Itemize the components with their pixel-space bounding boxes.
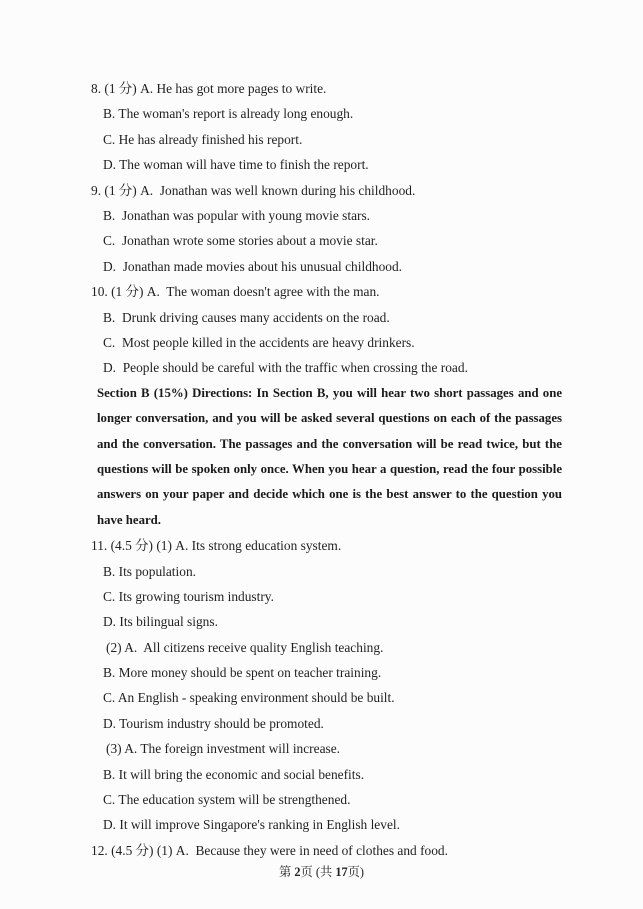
total-page-number: 17: [335, 865, 348, 880]
question-8-line: 8. (1 分) A. He has got more pages to write.: [91, 81, 327, 96]
question-9-line: 9. (1 分) A. Jonathan was well known during his childhood.: [91, 182, 416, 198]
option-line-10d: D. People should be careful with the traffic when crossing the road.: [103, 360, 468, 376]
option-line-11-1b: B. Its population.: [103, 563, 196, 579]
sub-question-11-2: (2) A. All citizens receive quality English teaching.: [106, 639, 384, 655]
option-line-9c: C. Jonathan wrote some stories about a movie star.: [103, 233, 378, 249]
section-b-directions: Section B (15%) Directions: In Section B, you will hear two short passages and one longer conversation, and you will be asked several questions on each of the passages and the conversation. The passages and the conversation will be read twice, but the questions will be spoken only once. When you hear a question, read the four possible answers on your paper and decide which one is the best answer to the question you have heard.: [97, 385, 562, 527]
question-11-line: 11. (4.5 分) (1) A. Its strong education system.: [91, 538, 342, 554]
option-line-11-3b: B. It will bring the economic and social benefits.: [103, 766, 365, 782]
question-10-line: 10. (1 分) A. The woman doesn't agree with the man.: [91, 284, 380, 300]
option-line-11-2b: B. More money should be spent on teacher training.: [103, 665, 382, 681]
option-line-8b: B. The woman's report is already long enough.: [103, 106, 354, 122]
option-line-8c: C. He has already finished his report.: [103, 131, 303, 147]
page-number-footer: [0, 864, 643, 880]
footer-prefix-label: 第: [278, 865, 295, 880]
option-line-11-3c: C. The education system will be strengthened.: [103, 792, 351, 808]
option-line-11-2d: D. Tourism industry should be promoted.: [103, 715, 324, 731]
option-line-11-1d: D. Its bilingual signs.: [103, 614, 218, 630]
option-line-10c: C. Most people killed in the accidents are heavy drinkers.: [103, 334, 415, 350]
footer-suffix-label: 页): [347, 865, 365, 880]
question-12-line: 12. (4.5 分) (1) A. Because they were in need of clothes and food.: [91, 842, 448, 858]
footer-mid-label: 页 (共: [300, 865, 336, 880]
option-line-11-2c: C. An English - speaking environment should be built.: [103, 690, 395, 706]
current-page-number: 2: [294, 865, 301, 880]
option-line-8d: D. The woman will have time to finish the report.: [103, 157, 369, 173]
option-line-11-1c: C. Its growing tourism industry.: [103, 588, 274, 604]
option-line-11-3d: D. It will improve Singapore's ranking in English level.: [103, 817, 400, 833]
option-line-9d: D. Jonathan made movies about his unusual childhood.: [103, 258, 403, 274]
option-line-9b: B. Jonathan was popular with young movie stars.: [103, 207, 371, 223]
sub-question-11-3: (3) A. The foreign investment will increase.: [106, 741, 341, 757]
option-line-10b: B. Drunk driving causes many accidents on the road.: [103, 309, 390, 325]
